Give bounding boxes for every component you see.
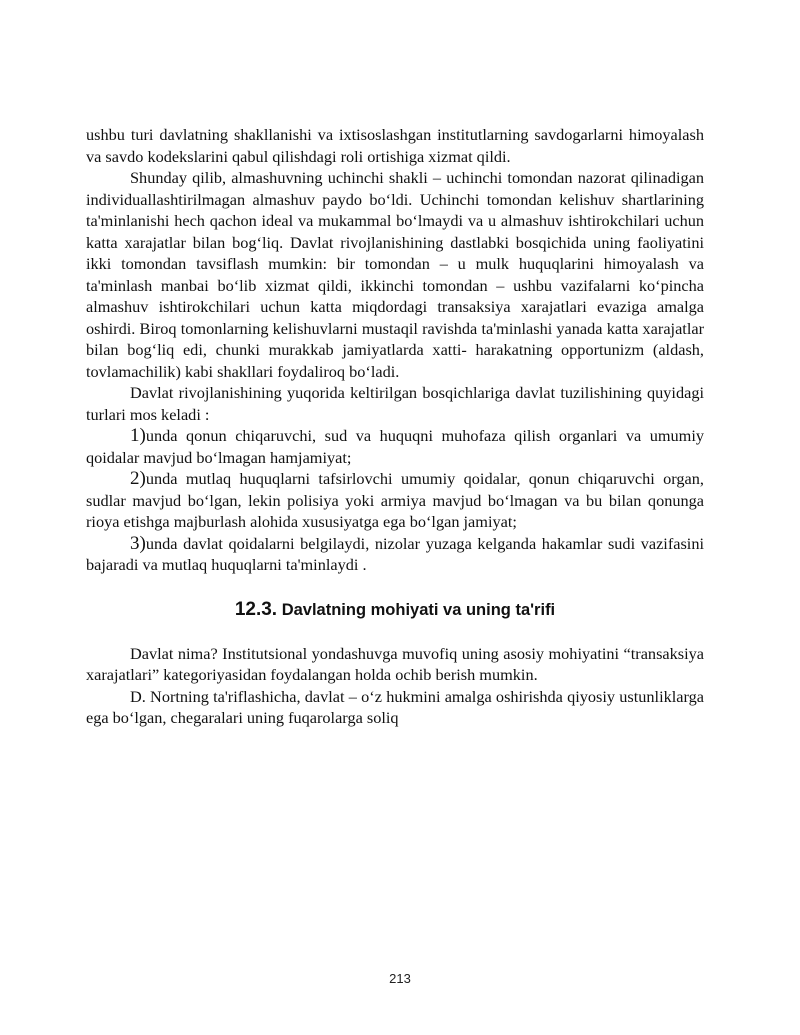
page-body bbox=[86, 124, 704, 729]
paragraph-what-is-state: Davlat nima? Institutsional yondashuvga muvofiq uning asosiy mohiyatini “transaksiya xarajatlari” kategoriyasidan foydalangan holda ochib berish mumkin. bbox=[86, 643, 704, 684]
paragraph-state-types-intro: Davlat rivojlanishining yuqorida keltirilgan bosqichlariga davlat tuzilishining quyidagi turlari mos keladi : bbox=[86, 383, 704, 424]
paragraph-north-definition: D. Nortning ta'riflashicha, davlat – o‘z hukmini amalga oshirishda qiyosiy ustunliklarga ega bo‘lgan, chegaralari uning fuqarolarga soliq bbox=[86, 686, 704, 727]
list-item-number: 2) bbox=[130, 468, 146, 489]
list-item-text: unda qonun chiqaruvchi, sud va huquqni muhofaza qilish organlari va umumiy qoidalar mavjud bo‘lmagan hamjamiyat; bbox=[86, 426, 704, 467]
page-number: 213 bbox=[389, 971, 411, 986]
list-item bbox=[86, 533, 704, 576]
section-number: 12.3. bbox=[234, 598, 278, 620]
section-title: Davlatning mohiyati va uning ta'rifi bbox=[281, 600, 556, 619]
list-item bbox=[86, 468, 704, 533]
list-item-text: unda davlat qoidalarni belgilaydi, nizolar yuzaga kelganda hakamlar sudi vazifasini bajaradi va mutlaq huquqlarni ta'minlaydi . bbox=[86, 533, 704, 574]
list-item bbox=[86, 425, 704, 468]
paragraph-continuation: ushbu turi davlatning shakllanishi va ixtisoslashgan institutlarning savdogarlarni himoyalash va savdo kodekslarini qabul qilishdagi roli ortishiga xizmat qildi. bbox=[86, 125, 704, 166]
paragraph-third-form-exchange: Shunday qilib, almashuvning uchinchi shakli – uchinchi tomondan nazorat qilinadigan individuallashtirilmagan almashuv paydo bo‘ldi. Uchinchi tomondan kelishuv shartlarining ta'minlanishi hech qachon ideal va mukammal bo‘lmaydi va u almashuv ishtirokchilari uchun katta xarajatlar bilan bog‘liq. Davlat rivojlanishining dastlabki bosqichida uning faoliyatini ikki tomondan tavsiflash mumkin: bir tomondan – u mulk huquqlarini himoyalash va ta'minlash manbai bo‘lib xizmat qildi, ikkinchi tomondan – ushbu vazifalarni ko‘pincha almashuv ishtirokchilari uchun katta miqdordagi transaksiya xarajatlari evaziga amalga oshirdi. Biroq tomonlarning kelishuvlarni mustaqil ravishda ta'minlashi yanada katta xarajatlar bilan bog‘liq edi, chunki murakkab jamiyatlarda xatti- harakatning opportunizm (aldash, tovlamachilik) kabi shakllari foydaliroq bo‘ladi. bbox=[86, 168, 704, 381]
section-heading bbox=[86, 598, 704, 622]
list-item-number: 3) bbox=[130, 532, 146, 554]
list-item-text: unda mutlaq huquqlarni tafsirlovchi umumiy qoidalar, qonun chiqaruvchi organ, sudlar mavjud bo‘lgan, lekin polisiya yoki armiya mavjud bo‘lmagan va bu bilan qonunga rioya etishga majburlash alohida xususiyatga ega bo‘lgan jamiyat; bbox=[86, 469, 704, 531]
list-item-number: 1) bbox=[130, 425, 146, 446]
